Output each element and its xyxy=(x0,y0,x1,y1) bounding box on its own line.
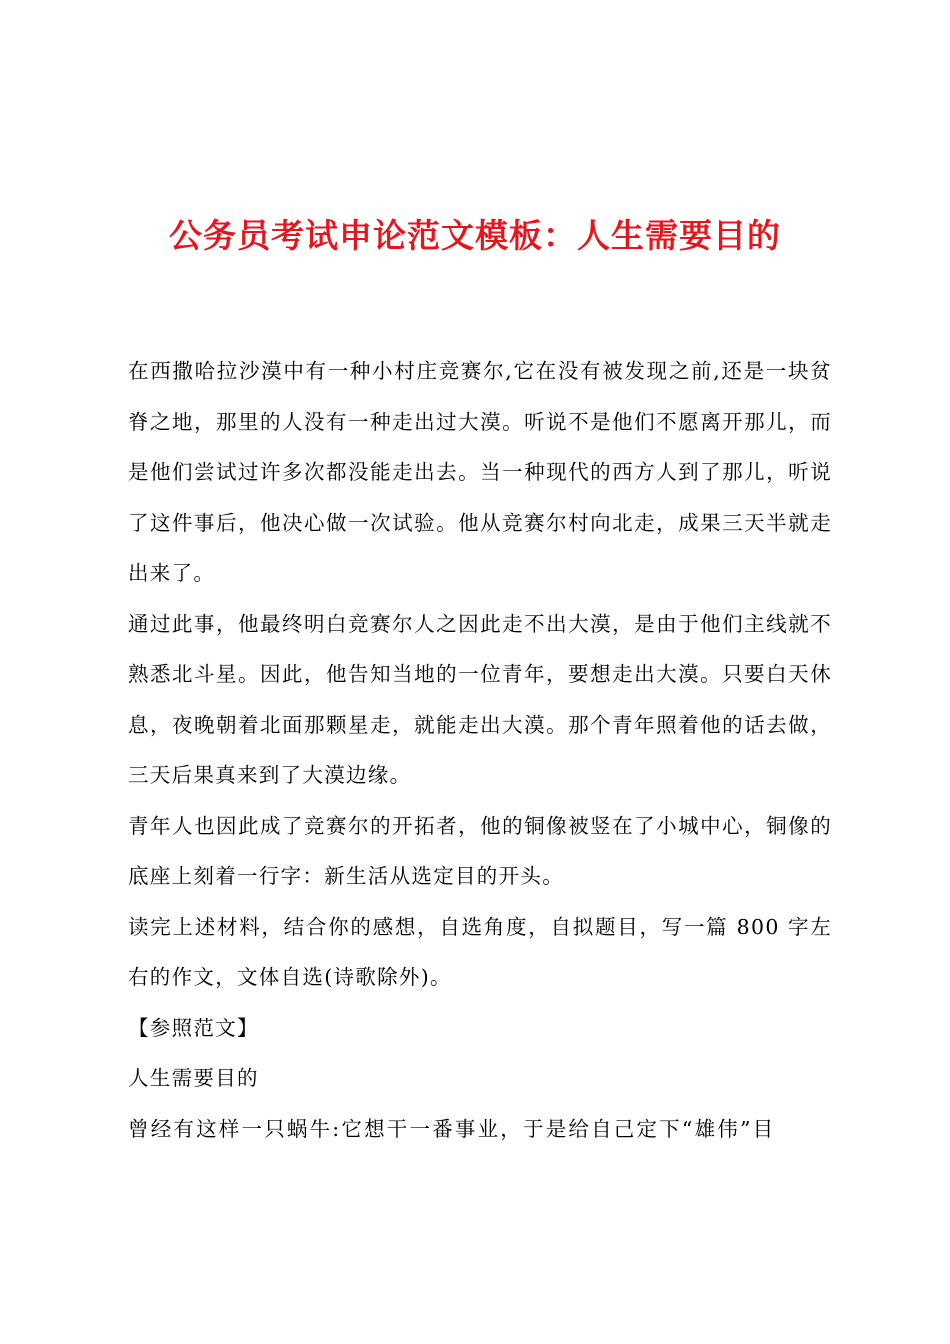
reference-essay-title: 人生需要目的 xyxy=(128,1066,259,1090)
document-title: 公务员考试申论范文模板：人生需要目的 xyxy=(169,216,781,255)
document-body xyxy=(128,346,832,1154)
paragraph-essay-prompt: 读完上述材料，结合你的感想，自选角度，自拟题目，写一篇 800 字左右的作文，文体自选(诗歌除外)。 xyxy=(128,914,832,989)
reference-essay-heading: 【参照范文】 xyxy=(128,1015,259,1040)
paragraph-story-intro: 在西撒哈拉沙漠中有一种小村庄竞赛尔,它在没有被发现之前,还是一块贫脊之地，那里的人没有一种走出过大漠。听说不是他们不愿离开那儿，而是他们尝试过许多次都没能走出去。当一种现代的西方人到了那儿，听说了这件事后，他决心做一次试验。他从竞赛尔村向北走，成果三天半就走出来了。 xyxy=(128,359,832,585)
paragraph-story-statue: 青年人也因此成了竞赛尔的开拓者，他的铜像被竖在了小城中心，铜像的底座上刻着一行字：新生活从选定目的开头。 xyxy=(128,813,832,888)
reference-essay-first-line: 曾经有这样一只蜗牛:它想干一番事业，于是给自己定下“雄伟”目 xyxy=(128,1116,776,1141)
paragraph-story-lesson: 通过此事，他最终明白竞赛尔人之因此走不出大漠，是由于他们主线就不熟悉北斗星。因此，他告知当地的一位青年，要想走出大漠。只要白天休息，夜晚朝着北面那颗星走，就能走出大漠。那个青年照着他的话去做，三天后果真来到了大漠边缘。 xyxy=(128,611,832,787)
